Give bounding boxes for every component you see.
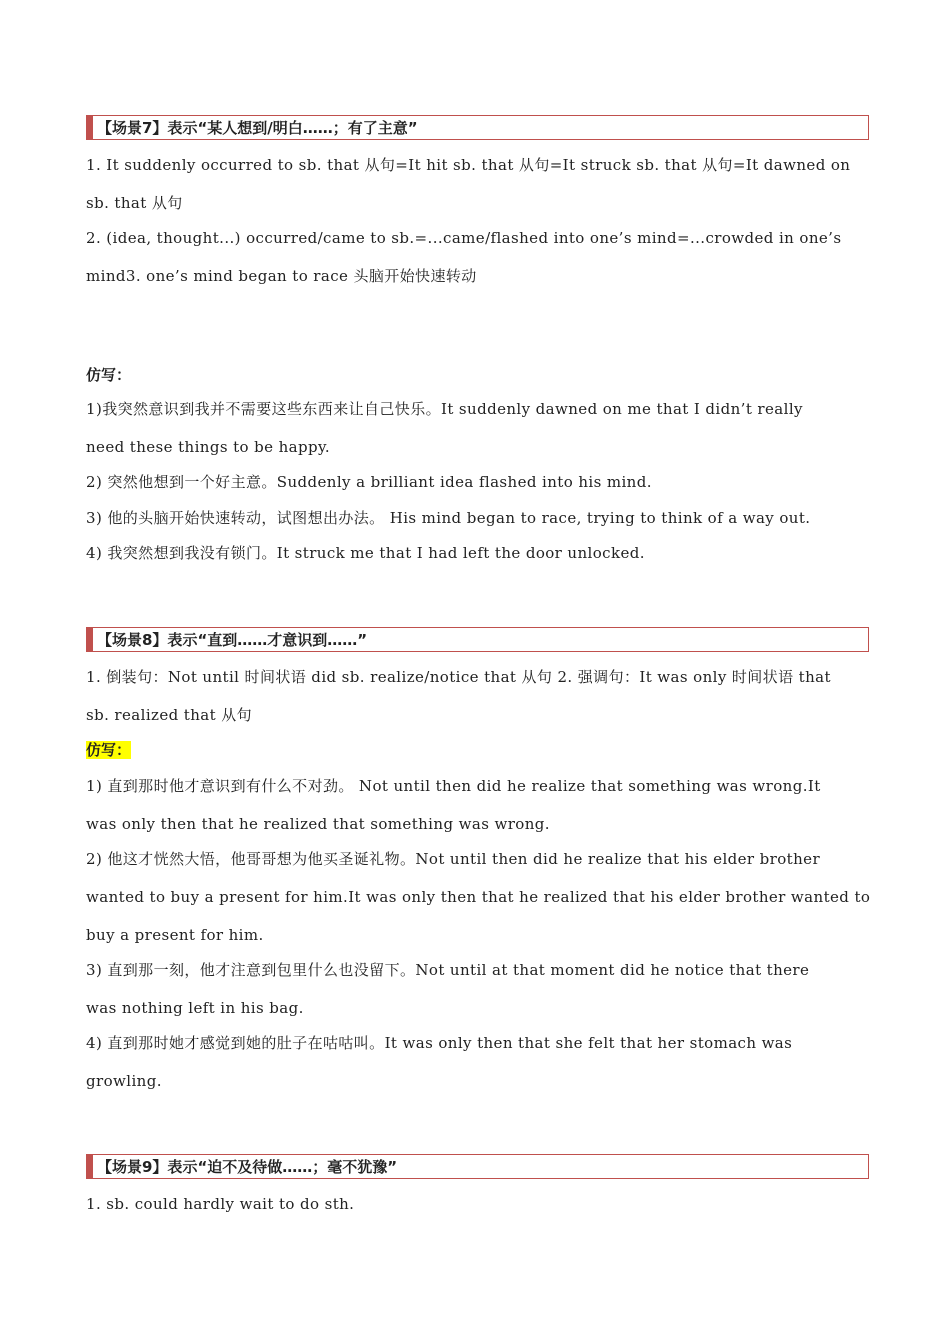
scene8-line-2: sb. realized that 从句 <box>86 706 252 724</box>
scene9-line-1: 1. sb. could hardly wait to do sth. <box>86 1195 355 1213</box>
scene7-practice-2: need these things to be happy. <box>86 438 331 456</box>
scene7-practice-label: 仿写： <box>86 366 132 384</box>
scene7-title: 【场景7】表示“某人想到/明白……；有了主意” <box>97 119 418 137</box>
scene8-practice-7: was nothing left in his bag. <box>86 999 304 1017</box>
scene9-title: 【场景9】表示“迫不及待做……；毫不犹豫” <box>97 1158 398 1176</box>
scene7-practice-3: 2) 突然他想到一个好主意。Suddenly a brilliant idea flashed into his mind. <box>86 473 652 491</box>
scene8-practice-1: 1) 直到那时他才意识到有什么不对劲。 Not until then did he realize that something was wrong.It <box>86 777 821 795</box>
highlighted-practice-label: 仿写： <box>86 741 132 759</box>
scene7-header <box>86 115 869 140</box>
scene8-practice-4: wanted to buy a present for him.It was only then that he realized that his elder brother wanted to <box>86 888 871 906</box>
scene9-header <box>86 1154 869 1179</box>
scene7-line-4: mind3. one’s mind began to race 头脑开始快速转动 <box>86 267 477 285</box>
header-accent-bar <box>87 1155 93 1178</box>
scene8-practice-label <box>86 740 131 760</box>
scene8-line-1: 1. 倒装句：Not until 时间状语 did sb. realize/notice that 从句 2. 强调句：It was only 时间状语 that <box>86 668 831 686</box>
scene7-practice-1: 1)我突然意识到我并不需要这些东西来让自己快乐。It suddenly dawned on me that I didn’t really <box>86 400 803 418</box>
scene7-practice-5: 4) 我突然想到我没有锁门。It struck me that I had left the door unlocked. <box>86 544 645 562</box>
scene8-header <box>86 627 869 652</box>
scene7-line-2: sb. that 从句 <box>86 194 183 212</box>
scene7-line-1: 1. It suddenly occurred to sb. that 从句=It hit sb. that 从句=It struck sb. that 从句=It dawned on <box>86 156 851 174</box>
scene8-practice-9: growling. <box>86 1072 162 1090</box>
header-accent-bar <box>87 116 93 139</box>
scene8-title: 【场景8】表示“直到……才意识到……” <box>97 631 368 649</box>
scene8-practice-2: was only then that he realized that something was wrong. <box>86 815 550 833</box>
scene7-line-3: 2. (idea, thought...) occurred/came to sb.=...came/flashed into one’s mind=...crowded in one’s <box>86 229 842 247</box>
header-accent-bar <box>87 628 93 651</box>
scene7-practice-4: 3) 他的头脑开始快速转动，试图想出办法。 His mind began to race, trying to think of a way out. <box>86 509 811 527</box>
scene8-practice-6: 3) 直到那一刻，他才注意到包里什么也没留下。Not until at that moment did he notice that there <box>86 961 810 979</box>
scene8-practice-3: 2) 他这才恍然大悟，他哥哥想为他买圣诞礼物。Not until then did he realize that his elder brother <box>86 850 821 868</box>
scene8-practice-8: 4) 直到那时她才感觉到她的肚子在咕咕叫。It was only then that she felt that her stomach was <box>86 1034 793 1052</box>
scene8-practice-5: buy a present for him. <box>86 926 264 944</box>
